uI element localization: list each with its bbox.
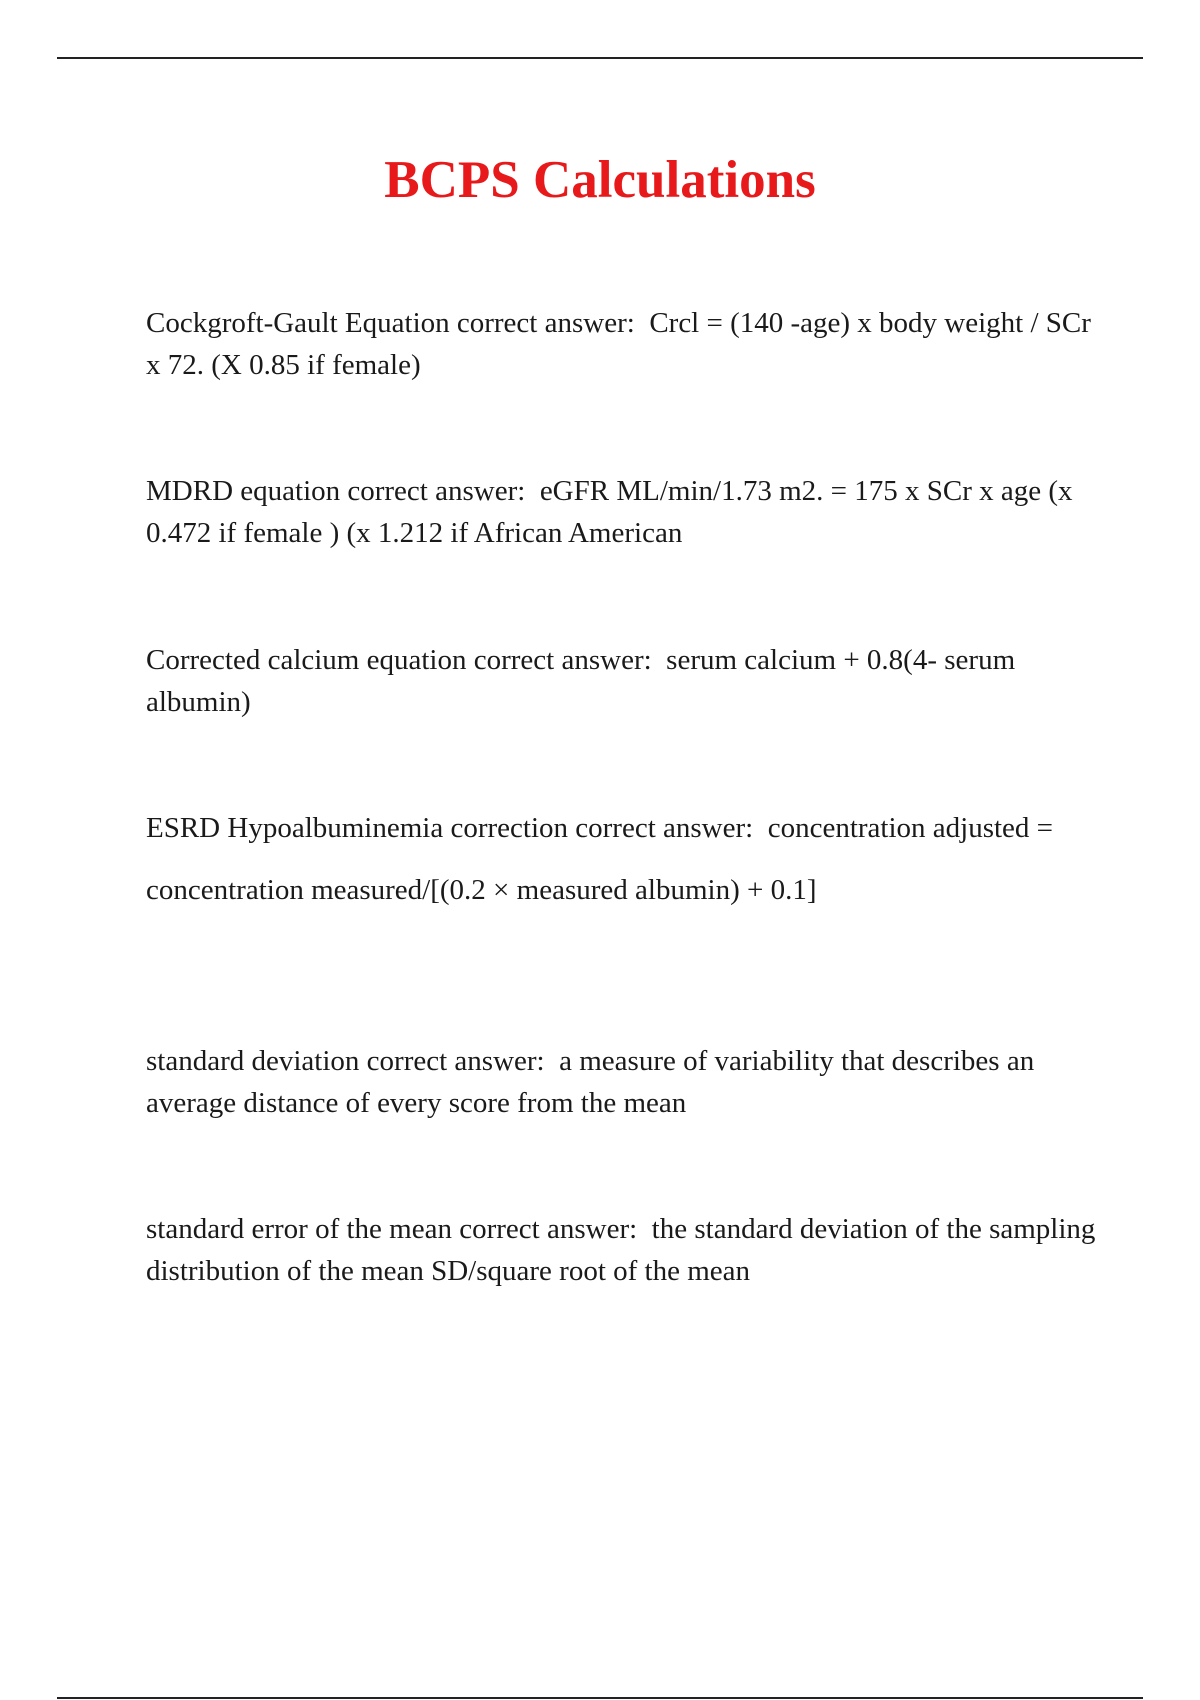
qa-question: Corrected calcium equation bbox=[146, 644, 467, 676]
qa-item-corrected-calcium bbox=[146, 639, 1096, 723]
qa-item-standard-deviation bbox=[146, 1040, 1096, 1124]
qa-label: correct answer: bbox=[575, 812, 754, 844]
qa-item-cockcroft-gault bbox=[146, 302, 1096, 386]
bottom-rule bbox=[57, 1697, 1143, 1699]
qa-label: correct answer: bbox=[366, 1045, 545, 1077]
qa-label: correct answer: bbox=[347, 475, 526, 507]
page-title: BCPS Calculations bbox=[384, 151, 816, 209]
qa-paragraph bbox=[146, 639, 1096, 723]
qa-paragraph bbox=[146, 1040, 1096, 1124]
qa-item-standard-error bbox=[146, 1208, 1096, 1292]
qa-item-mdrd bbox=[146, 470, 1096, 554]
top-rule bbox=[57, 57, 1143, 59]
qa-answer: serum calcium + 0.8(4- serum albumin) bbox=[146, 644, 1016, 718]
qa-label: correct answer: bbox=[459, 1213, 638, 1245]
qa-question: ESRD Hypoalbuminemia correction bbox=[146, 812, 569, 844]
qa-answer-continued: concentration measured/[(0.2 × measured albumin) + 0.1] bbox=[146, 874, 817, 906]
qa-answer: Crcl = (140 -age) x body weight / SCr x 72. (X 0.85 if female) bbox=[146, 307, 1091, 381]
qa-question: standard deviation bbox=[146, 1045, 360, 1077]
qa-answer: a measure of variability that describes an average distance of every score from the mean bbox=[146, 1045, 1035, 1119]
qa-answer: the standard deviation of the sampling distribution of the mean SD/square root of the mean bbox=[146, 1213, 1096, 1287]
qa-answer: eGFR ML/min/1.73 m2. = 175 x SCr x age (x 0.472 if female ) (x 1.212 if African American bbox=[146, 475, 1073, 549]
qa-question: MDRD equation bbox=[146, 475, 341, 507]
qa-paragraph bbox=[146, 470, 1096, 554]
qa-paragraph bbox=[146, 302, 1096, 386]
qa-question: standard error of the mean bbox=[146, 1213, 452, 1245]
qa-paragraph bbox=[146, 1208, 1096, 1292]
qa-label: correct answer: bbox=[456, 307, 635, 339]
qa-label: correct answer: bbox=[473, 644, 652, 676]
qa-answer: concentration adjusted = bbox=[767, 812, 1054, 844]
qa-question: Cockgroft-Gault Equation bbox=[146, 307, 450, 339]
qa-item-esrd-hypoalbuminemia bbox=[146, 807, 1096, 911]
qa-paragraph bbox=[146, 807, 1096, 849]
